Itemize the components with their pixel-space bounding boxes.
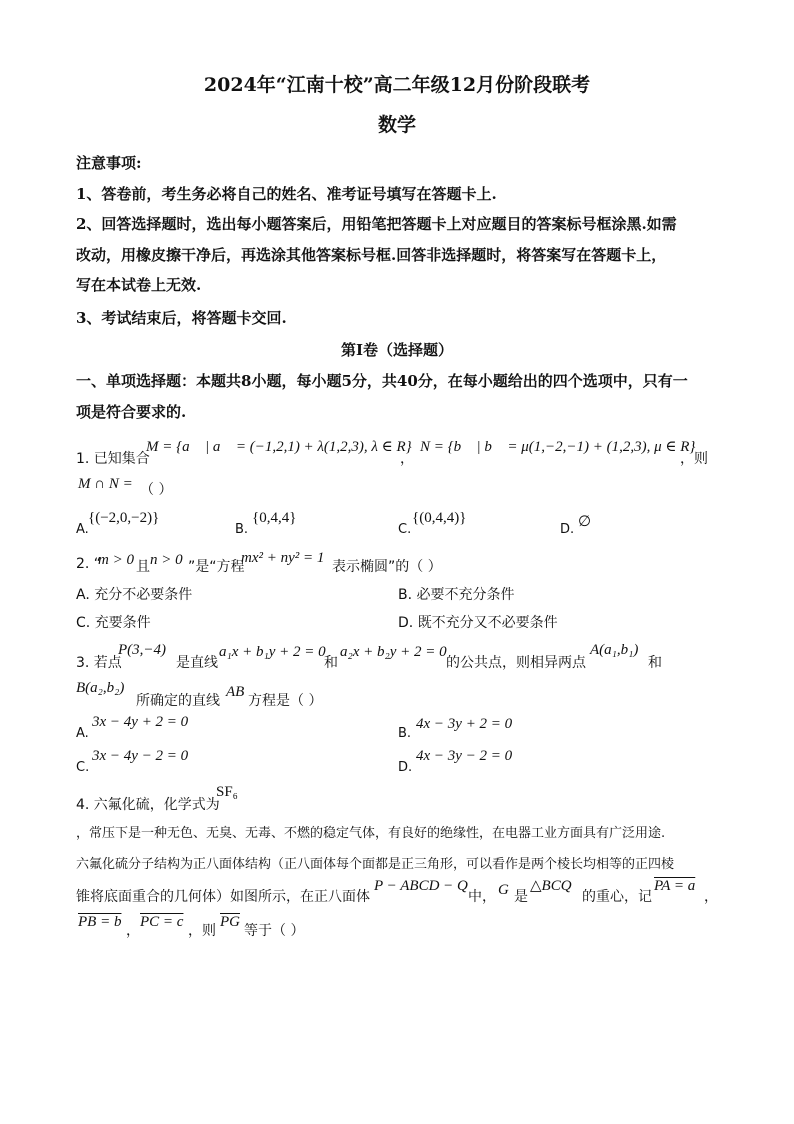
question-3-option-a-letter: A.	[76, 726, 89, 741]
question-2-option-d-text: 既不充分又不必要条件	[417, 615, 558, 631]
question-3-text-1: 是直线	[176, 655, 218, 671]
question-4-solid: P − ABCD − Q	[374, 878, 468, 894]
question-3-text-6: 方程是（ ）	[248, 693, 323, 709]
question-2-option-b	[398, 584, 515, 604]
question-2-option-c-text: 充要条件	[94, 615, 151, 631]
question-3-option-b: 4x − 3y + 2 = 0	[416, 716, 513, 732]
question-3-text-5: 所确定的直线	[136, 693, 220, 709]
question-2-suffix: 表示椭圆”的（ ）	[332, 559, 442, 575]
question-2-option-c	[76, 612, 151, 632]
question-4-vector-pa: PA = a	[654, 878, 696, 894]
question-1-option-a: {(−2,0,−2)}	[88, 510, 160, 526]
notice-item-1: 1、答卷前，考生务必将自己的姓名、准考证号填写在答题卡上.	[76, 185, 497, 203]
question-1-option-c-letter: C.	[398, 522, 412, 537]
question-1-option-c: {(0,4,4)}	[412, 510, 467, 526]
question-2-option-a-letter: A.	[76, 587, 90, 603]
question-2-option-b-text: 必要不充分条件	[416, 587, 515, 603]
question-3-point-a: A(a₁,b₁)	[590, 642, 639, 658]
question-1-answer-paren: （ ）	[140, 482, 173, 498]
question-1-separator: ，	[400, 451, 414, 467]
section-title: 第I卷（选择题）	[340, 341, 454, 359]
question-4-vector-pg: $\overline{PG}$	[220, 914, 240, 930]
question-4-vector-pc: PC = c	[140, 914, 184, 930]
section-instruction-line-1: 一、单项选择题：本题共8小题，每小题5分，共40分，在每小题给出的四个选项中，只有一	[76, 372, 688, 390]
question-2-condition-m: m > 0	[98, 552, 134, 568]
question-1-intersection: M ∩ N =	[78, 476, 133, 492]
question-1-option-b: {0,4,4}	[252, 510, 297, 526]
question-3-point-b: B(a₂,b₂)	[76, 680, 125, 696]
question-4-triangle: △BCQ	[530, 878, 572, 894]
question-2-option-a-text: 充分不必要条件	[94, 587, 193, 603]
question-3-option-c-letter: C.	[76, 760, 90, 775]
question-3-point-p: P(3,−4)	[118, 642, 167, 658]
question-3-option-d: 4x − 3y − 2 = 0	[416, 748, 513, 764]
question-4-line-4-e: ，	[704, 889, 718, 905]
question-1-option-d-letter: D.	[560, 522, 575, 537]
notice-item-2-line-3: 写在本试卷上无效.	[76, 276, 202, 294]
question-1-set-n: N = {b⃗ | b⃗ = μ(1,−2,−1) + (1,2,3), μ ∈ R}	[420, 439, 696, 455]
question-2-prefix: 2. “	[76, 556, 102, 572]
question-1-option-a-letter: A.	[76, 522, 89, 537]
question-2-option-c-letter: C.	[76, 615, 91, 631]
question-3-option-c: 3x − 4y − 2 = 0	[92, 748, 189, 764]
question-3-option-b-letter: B.	[398, 726, 412, 741]
question-2-option-d	[398, 612, 558, 632]
question-3-line-2: a₂x + b₂y + 2 = 0	[340, 644, 447, 660]
question-4-prefix: 4. 六氟化硫，化学式为	[76, 797, 220, 813]
notice-heading: 注意事项:	[76, 154, 142, 172]
question-3-ab: AB	[226, 684, 245, 700]
question-4-line-4-b: 中，	[468, 889, 496, 905]
notice-item-2-line-1: 2、回答选择题时，选出每小题答案后，用铅笔把答题卡上对应题目的答案标号框涂黑.如需	[76, 215, 677, 233]
question-4-formula: SF₆	[216, 784, 238, 800]
question-1-option-d: ∅	[578, 514, 592, 530]
question-2-option-a	[76, 584, 192, 604]
question-1-prefix: 1. 已知集合	[76, 451, 150, 467]
question-2-mid: ”是“方程	[188, 559, 245, 575]
question-2-condition-n: n > 0	[150, 552, 183, 568]
question-4-line-2: ，常压下是一种无色、无臭、无毒、不燃的稳定气体，有良好的绝缘性，在电器工业方面具有广泛用途.	[76, 826, 666, 841]
question-2-and: 且	[136, 559, 150, 575]
question-3-text-3: 的公共点，则相异两点	[446, 655, 586, 671]
question-2-equation: mx² + ny² = 1	[241, 550, 325, 566]
question-1-option-b-letter: B.	[235, 522, 249, 537]
exam-title: 2024年“江南十校”高二年级12月份阶段联考	[203, 74, 591, 96]
question-4-line-4-a: 锥将底面重合的几何体）如图所示，在正八面体	[76, 889, 370, 905]
question-3-prefix: 3. 若点	[76, 655, 122, 671]
question-4-line-4-c: 是	[514, 889, 528, 905]
notice-item-2-line-2: 改动，用橡皮擦干净后，再选涂其他答案标号框.回答非选择题时，将答案写在答题卡上，	[76, 246, 667, 264]
question-3-option-a: 3x − 4y + 2 = 0	[92, 714, 189, 730]
question-4-line-5-c: 等于（ ）	[244, 923, 305, 939]
subject-title: 数学	[377, 114, 416, 136]
question-4-vector-pb: PB = b	[78, 914, 122, 930]
question-1-suffix: ，则	[680, 451, 708, 467]
question-1-set-m: M = {a⃗ | a⃗ = (−1,2,1) + λ(1,2,3), λ ∈ R}	[146, 439, 412, 455]
question-3-line-1: a₁x + b₁y + 2 = 0	[219, 644, 326, 660]
question-2-option-d-letter: D.	[398, 615, 414, 631]
question-2-option-b-letter: B.	[398, 587, 413, 603]
notice-item-3: 3、考试结束后，将答题卡交回.	[76, 309, 287, 327]
question-4-comma-1: ，	[126, 923, 140, 939]
question-3-text-2: 和	[324, 655, 338, 671]
section-instruction-line-2: 项是符合要求的.	[76, 403, 187, 421]
question-4-line-4-d: 的重心，记	[582, 889, 652, 905]
question-4-line-5-b: ，则	[188, 923, 216, 939]
question-3-option-d-letter: D.	[398, 760, 413, 775]
question-4-g: G	[498, 882, 509, 898]
question-4-line-3: 六氟化硫分子结构为正八面体结构（正八面体每个面都是正三角形，可以看作是两个棱长均相等的正四棱	[76, 857, 675, 872]
question-3-text-4: 和	[648, 655, 662, 671]
